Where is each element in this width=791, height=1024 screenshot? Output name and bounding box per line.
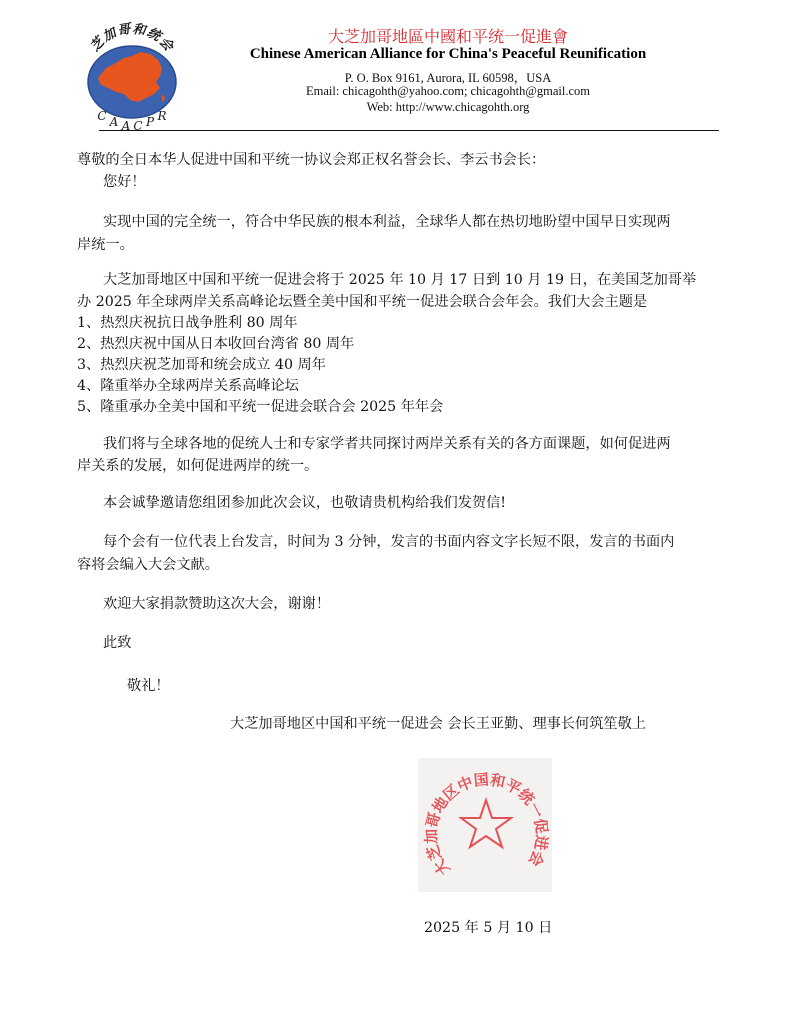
header-divider [99, 130, 719, 131]
paragraph-2-line-1: 大芝加哥地区中国和平统一促进会将于 2025 年 10 月 17 日到 10 月 19 日，在美国芝加哥举 [103, 272, 697, 288]
theme-item: 3、热烈庆祝芝加哥和统会成立 40 周年 [77, 357, 326, 373]
logo-letter: C [133, 119, 143, 133]
paragraph-3-line-2: 岸关系的发展，如何促进两岸的统一。 [77, 458, 319, 474]
paragraph-6: 欢迎大家捐款赞助这次大会，谢谢！ [103, 596, 331, 612]
official-seal [418, 758, 552, 892]
paragraph-1-line-2: 岸统一。 [77, 237, 134, 253]
paragraph-2-line-2: 办 2025 年全球两岸关系高峰论坛暨全美中国和平统一促进会联合会年会。我们大会主题是 [77, 294, 648, 310]
svg-text:大芝加哥地区中国和平统一促进会 [422, 770, 551, 878]
signature-line: 大芝加哥地区中国和平统一促进会 会长王亚勤、理事长何筑笙敬上 [230, 716, 646, 732]
paragraph-4: 本会诚挚邀请您组团参加此次会议，也敬请贵机构给我们发贺信! [103, 495, 506, 511]
logo-letter: A [121, 119, 131, 133]
org-website: Web: http://www.chicagohth.org [366, 100, 530, 114]
theme-item: 2、热烈庆祝中国从日本收回台湾省 80 周年 [77, 336, 355, 352]
org-email: Email: chicagohth@yahoo.com; chicagohth@gmail.com [305, 84, 591, 98]
logo-letter: C [97, 109, 107, 123]
theme-item: 4、隆重举办全球两岸关系高峰论坛 [77, 378, 299, 394]
greeting: 您好！ [103, 174, 146, 190]
star-icon [461, 800, 511, 847]
logo-letter: A [109, 115, 119, 129]
salutation: 尊敬的全日本华人促进中国和平统一协议会郑正权名誉会长、李云书会长： [77, 152, 546, 168]
organization-logo [76, 18, 188, 136]
logo-arc-text: 芝加哥和统会 [87, 21, 177, 55]
paragraph-1-line-1: 实现中国的完全统一，符合中华民族的根本利益，全球华人都在热切地盼望中国早日实现两 [103, 214, 671, 230]
seal-text: 大芝加哥地区中国和平统一促进会 [422, 770, 551, 879]
closing-jingli: 敬礼！ [127, 678, 170, 694]
paragraph-5-line-2: 容将会编入大会文献。 [77, 557, 219, 573]
letter-date: 2025 年 5 月 10 日 [424, 920, 553, 936]
org-name-english: Chinese American Alliance for China's Peaceful Reunification [249, 46, 647, 62]
logo-letter: P [145, 115, 155, 129]
logo-letter: R [157, 109, 167, 123]
closing-cizhi: 此致 [103, 635, 132, 651]
paragraph-5-line-1: 每个会有一位代表上台发言，时间为 3 分钟，发言的书面内容文字长短不限，发言的书面内 [103, 534, 675, 550]
org-name-chinese: 大芝加哥地區中國和平统一促進會 [327, 29, 568, 46]
paragraph-3-line-1: 我们将与全球各地的促统人士和专家学者共同探讨两岸关系有关的各方面课题，如何促进两 [103, 436, 671, 452]
org-address: P. O. Box 9161, Aurora, IL 60598，USA [344, 71, 552, 85]
theme-item: 5、隆重承办全美中国和平统一促进会联合会 2025 年年会 [77, 399, 444, 415]
theme-item: 1、热烈庆祝抗日战争胜利 80 周年 [77, 315, 298, 331]
